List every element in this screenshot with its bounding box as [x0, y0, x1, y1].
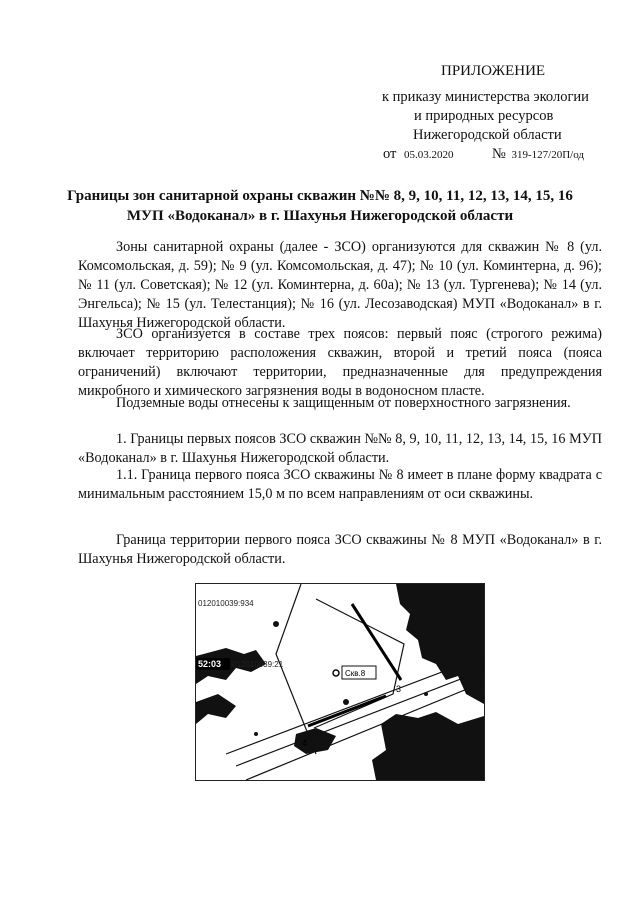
map-caption: Граница территории первого пояса ЗСО скважины № 8 МУП «Водоканал» в г. Шахунья Нижегородской области.: [78, 532, 602, 567]
appendix-heading: ПРИЛОЖЕНИЕ: [441, 63, 546, 79]
order-date-row: [383, 145, 454, 165]
number-label: №: [492, 146, 506, 162]
paragraph-groundwater: Подземные воды отнесены к защищенным от поверхностного загрязнения.: [116, 395, 571, 411]
order-line-3: Нижегородской области: [413, 127, 562, 143]
order-line-2: и природных ресурсов: [414, 108, 554, 124]
well-marker: [333, 670, 339, 676]
order-line-1: к приказу министерства экологии: [382, 89, 589, 105]
map-drawing: [196, 584, 484, 780]
map-noise: [196, 584, 484, 780]
order-number: 319-127/20П/од: [511, 149, 584, 161]
order-date: 05.03.2020: [404, 149, 454, 161]
section-1: 1. Границы первых поясов ЗСО скважин №№ 8, 9, 10, 11, 12, 13, 14, 15, 16 МУП «Водоканал» в г. Шахунья Нижегородской области.: [78, 431, 602, 466]
document-title: [60, 186, 580, 226]
point-4-label: 4: [302, 738, 308, 748]
parcel-top-label: 012010039:934: [198, 599, 254, 608]
title-line-2: МУП «Водоканал» в г. Шахунья Нижегородской области: [126, 208, 514, 224]
paragraph-zones: Зоны санитарной охраны (далее - ЗСО) организуются для скважин № 8 (ул. Комсомольская, д. 59); № 9 (ул. Комсомольская, д. 47); № 10 (ул. Коминтерна, д. 96); № 11 (ул. Советская); № 12 (ул. Коминтерна, д. 60а); № 13 (ул. Тургенева); № 14 (ул. Энгельса); № 15 (ул. Телестанция); № 16 (ул. Лесозаводская) МУП «Водоканал» в г. Шахунья Нижегородской области.: [78, 239, 602, 331]
parcel-left-label: 52:03: [198, 659, 222, 669]
order-number-row: [492, 145, 584, 165]
paragraph-belts: ЗСО организуется в составе трех поясов: первый пояс (строгого режима) включает территорию расположения скважин, второй и третий пояса (пояса ограничений) включают территории, предназначенные для предупреждения микробного и химического загрязнения воды в водоносном пласте.: [78, 326, 602, 399]
well-label: Скв.8: [345, 669, 366, 678]
from-label: от: [383, 146, 397, 162]
title-line-1: Границы зон санитарной охраны скважин №№ 8, 9, 10, 11, 12, 13, 14, 15, 16: [67, 188, 573, 204]
cadastral-map: [195, 583, 485, 781]
point-3-label: 3: [396, 684, 402, 694]
parcel-mid-label: 012010039:21: [232, 660, 284, 669]
section-1-1: 1.1. Граница первого пояса ЗСО скважины № 8 имеет в плане форму квадрата с минимальным расстоянием 15,0 м по всем направлениям от оси скважины.: [78, 467, 602, 502]
